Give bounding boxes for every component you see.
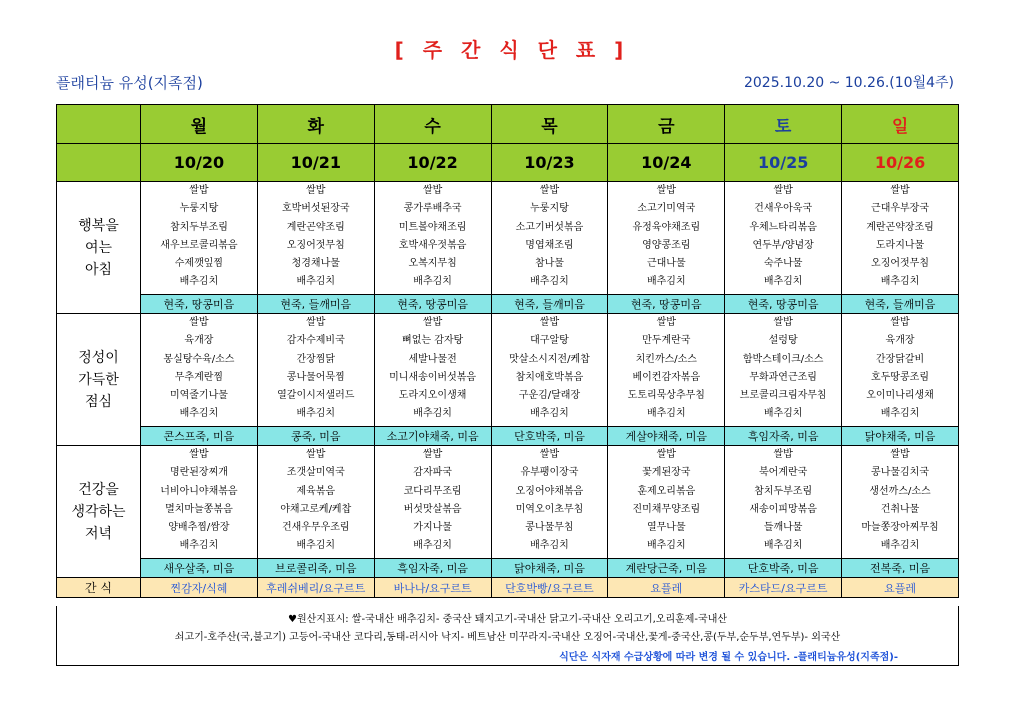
meal-label-line: 여는: [84, 239, 113, 256]
menu-item: 열갈이시저샐러드: [277, 390, 355, 402]
menu-item: 멸치마늘쫑볶음: [165, 503, 233, 515]
menu-item: 근대나물: [646, 258, 686, 270]
menu-item: 배추김치: [763, 540, 803, 552]
menu-item: 야채고로케/케찹: [280, 503, 352, 515]
menu-cell: [141, 182, 258, 295]
menu-cell: [374, 182, 491, 295]
menu-item: 건새우무우조림: [281, 522, 350, 534]
menu-item: 계란곤약장조림: [866, 221, 934, 233]
menu-item: 쌀밥: [890, 185, 910, 196]
porridge-cell: 전복죽, 미음: [842, 559, 959, 578]
meal-label: [57, 314, 141, 446]
menu-item: 간장닭갈비: [875, 353, 925, 365]
menu-item: 미니새송이버섯볶음: [389, 371, 477, 383]
menu-cell: [491, 314, 608, 427]
porridge-row: [57, 559, 959, 578]
porridge-cell: 게살야채죽, 미음: [608, 427, 725, 446]
snack-cell: 후레쉬베리/요구르트: [257, 578, 374, 598]
menu-cell: [374, 446, 491, 559]
menu-item: 쌀밥: [306, 185, 326, 196]
menu-item: 배추김치: [179, 540, 219, 552]
day-header-5: 토: [725, 105, 842, 144]
date-cell-1: 10/21: [257, 144, 374, 182]
menu-item: 가지나물: [413, 522, 452, 534]
origin-info-line-2: 쇠고기-호주산(국,불고기) 고등어-국내산 코다리,동태-러시아 낙지- 베트남산 미꾸라지-국내산 오징어-국내산,꽃게-중국산,콩(두부,순두부,연두부)- 외국산: [174, 632, 841, 643]
meal-row: [57, 446, 959, 559]
porridge-cell: 닭야채죽, 미음: [491, 559, 608, 578]
menu-footer: [56, 606, 959, 666]
menu-item: 쌀밥: [656, 449, 676, 460]
menu-item: 우체느타리볶음: [749, 221, 817, 233]
menu-item: 수제깻잎찜: [174, 258, 224, 270]
menu-item: 배추김치: [413, 276, 452, 288]
menu-item: 연두부/양념장: [752, 239, 814, 251]
menu-item: 배추김치: [179, 276, 219, 288]
day-header-0: 월: [141, 105, 258, 144]
menu-item: 숙주나물: [763, 258, 803, 270]
menu-item: 배추김치: [413, 540, 452, 552]
menu-item: 쌀밥: [306, 317, 326, 328]
menu-item: 콩나물어묵찜: [286, 371, 345, 383]
menu-item: 참치두부조림: [169, 221, 228, 233]
menu-item: 육개장: [885, 335, 915, 347]
menu-item: 구운김/달래장: [518, 390, 581, 402]
menu-item: 배추김치: [646, 540, 686, 552]
date-cell-5: 10/25: [725, 144, 842, 182]
menu-item: 오복지무침: [408, 258, 457, 270]
menu-item: 열무나물: [646, 522, 686, 534]
menu-item: 오징어젓무침: [286, 239, 345, 251]
menu-item: 소고기버섯볶음: [515, 221, 584, 233]
menu-item: 함박스테이크/소스: [742, 353, 824, 365]
day-header-6: 일: [842, 105, 959, 144]
porridge-cell: 단호박죽, 미음: [725, 559, 842, 578]
menu-cell: [374, 314, 491, 427]
menu-cell: [725, 314, 842, 427]
menu-item: 쌀밥: [773, 449, 793, 460]
meal-label: [57, 446, 141, 578]
day-header-row: [57, 105, 959, 144]
menu-item: 베이컨감자볶음: [632, 371, 701, 383]
snack-row: [57, 578, 959, 598]
menu-cell: [608, 314, 725, 427]
menu-item: 도라지나물: [875, 239, 925, 251]
menu-cell: [257, 182, 374, 295]
menu-item: 오징어젓무침: [871, 258, 930, 270]
menu-item: 버섯맛살볶음: [403, 503, 462, 515]
menu-item: 생선까스/소스: [869, 485, 931, 497]
menu-item: 명란된장찌개: [169, 467, 228, 479]
page-title: [ 주 간 식 단 표 ]: [394, 38, 630, 62]
menu-item: 새송이피망볶음: [749, 503, 817, 515]
porridge-cell: 현죽, 들깨미음: [842, 295, 959, 314]
menu-item: 배추김치: [646, 408, 686, 420]
meal-label: [57, 182, 141, 314]
porridge-cell: 흑임자죽, 미음: [374, 559, 491, 578]
menu-item: 쌀밥: [422, 317, 443, 328]
menu-item: 미트볼야채조림: [398, 221, 467, 233]
menu-item: 쌀밥: [306, 449, 326, 460]
menu-item: 건새우아욱국: [754, 203, 813, 215]
menu-item: 쌀밥: [189, 185, 209, 196]
porridge-cell: 콘스프죽, 미음: [141, 427, 258, 446]
meal-label-line: 아침: [84, 261, 113, 278]
porridge-cell: 현죽, 땅콩미음: [374, 295, 491, 314]
menu-item: 콩나물김치국: [871, 467, 930, 479]
menu-item: 쌀밥: [656, 317, 676, 328]
meal-label-line: 생각하는: [71, 503, 126, 520]
menu-item: 소고기미역국: [637, 203, 696, 215]
porridge-row: [57, 295, 959, 314]
porridge-cell: 콩죽, 미음: [257, 427, 374, 446]
menu-item: 조갯살미역국: [286, 467, 345, 479]
corner-cell: [57, 105, 141, 144]
porridge-cell: 단호박죽, 미음: [491, 427, 608, 446]
menu-item: 꽃게된장국: [642, 467, 691, 479]
snack-cell: 바나나/요구르트: [374, 578, 491, 598]
date-cell-2: 10/22: [374, 144, 491, 182]
menu-item: 배추김치: [179, 408, 219, 420]
menu-item: 쌀밥: [189, 317, 209, 328]
menu-cell: [842, 446, 959, 559]
menu-item: 쌀밥: [539, 317, 560, 328]
porridge-cell: 현죽, 땅콩미음: [725, 295, 842, 314]
menu-item: 배추김치: [880, 276, 920, 288]
day-header-4: 금: [608, 105, 725, 144]
porridge-cell: 현죽, 들깨미음: [491, 295, 608, 314]
menu-cell: [725, 182, 842, 295]
menu-cell: [141, 314, 258, 427]
menu-item: 진미채무양조림: [632, 503, 701, 515]
weekly-menu-table: [56, 104, 959, 598]
menu-cell: [842, 314, 959, 427]
meal-label-line: 정성이: [78, 349, 119, 366]
menu-item: 배추김치: [413, 408, 452, 420]
day-header-3: 목: [491, 105, 608, 144]
menu-item: 훈제오리볶음: [637, 485, 696, 497]
menu-item: 제육볶음: [296, 485, 336, 497]
porridge-cell: 현죽, 들깨미음: [257, 295, 374, 314]
menu-period: 2025.10.20 ~ 10.26.(10월4주): [743, 75, 954, 91]
menu-item: 쌀밥: [539, 449, 560, 460]
porridge-cell: 소고기야채죽, 미음: [374, 427, 491, 446]
menu-item: 치킨까스/소스: [635, 353, 697, 365]
menu-cell: [608, 446, 725, 559]
menu-item: 육개장: [184, 335, 214, 347]
menu-item: 배추김치: [530, 276, 569, 288]
date-cell-6: 10/26: [842, 144, 959, 182]
meal-label-line: 저녁: [84, 525, 113, 542]
porridge-cell: 흑임자죽, 미음: [725, 427, 842, 446]
day-header-1: 화: [257, 105, 374, 144]
menu-item: 무화과연근조림: [749, 371, 817, 383]
menu-item: 쌀밥: [656, 185, 676, 196]
date-cell-3: 10/23: [491, 144, 608, 182]
menu-cell: [257, 314, 374, 427]
menu-item: 배추김치: [880, 408, 920, 420]
snack-cell: 요플레: [608, 578, 725, 598]
menu-item: 뼈없는 감자탕: [402, 335, 464, 347]
porridge-cell: 현죽, 땅콩미음: [608, 295, 725, 314]
porridge-cell: 새우살죽, 미음: [141, 559, 258, 578]
menu-item: 도토리묵상추무침: [627, 390, 705, 402]
porridge-cell: 닭야채죽, 미음: [842, 427, 959, 446]
menu-item: 청경채나물: [291, 258, 340, 270]
menu-item: 명엽채조림: [525, 239, 574, 251]
menu-item: 간장찜닭: [296, 353, 336, 365]
menu-item: 콩가루배추국: [403, 203, 462, 215]
menu-item: 너비아니야채볶음: [160, 485, 238, 497]
menu-item: 참치두부조림: [754, 485, 813, 497]
menu-item: 들깨나물: [763, 522, 803, 534]
meal-label-line: 점심: [84, 393, 113, 410]
snack-label: 간 식: [57, 578, 141, 598]
porridge-cell: 계란당근죽, 미음: [608, 559, 725, 578]
snack-cell: 찐감자/식혜: [141, 578, 258, 598]
menu-item: 코다리무조림: [403, 485, 462, 497]
menu-item: 브로콜리크림자무침: [739, 390, 827, 402]
menu-item: 배추김치: [763, 276, 803, 288]
menu-item: 쌀밥: [890, 317, 910, 328]
menu-item: 계란곤약조림: [286, 221, 345, 233]
menu-item: 무추계란찜: [174, 371, 224, 383]
menu-item: 쌀밥: [890, 449, 910, 460]
menu-item: 오이미나리생채: [866, 390, 934, 402]
menu-item: 쌀밥: [539, 185, 560, 196]
menu-cell: [842, 182, 959, 295]
corner-cell: [57, 144, 141, 182]
menu-item: 배추김치: [646, 276, 686, 288]
date-row: [57, 144, 959, 182]
menu-item: 미역줄기나물: [169, 390, 228, 402]
snack-cell: 카스타드/요구르트: [725, 578, 842, 598]
date-cell-4: 10/24: [608, 144, 725, 182]
menu-item: 배추김치: [530, 408, 569, 420]
menu-cell: [491, 446, 608, 559]
day-header-2: 수: [374, 105, 491, 144]
menu-item: 북어계란국: [758, 467, 808, 479]
menu-item: 호박버섯된장국: [281, 203, 350, 215]
menu-item: 호두땅콩조림: [871, 371, 930, 383]
change-notice: 식단은 식자재 수급상황에 따라 변경 될 수 있습니다. -플래티늄유성(지족점)-: [559, 652, 898, 663]
menu-item: 배추김치: [880, 540, 920, 552]
menu-item: 콩나물무침: [525, 522, 574, 534]
menu-cell: [257, 446, 374, 559]
menu-item: 대구알탕: [530, 335, 569, 347]
menu-item: 감자수제비국: [286, 335, 345, 347]
menu-item: 감자파국: [413, 467, 452, 479]
menu-item: 배추김치: [296, 540, 336, 552]
menu-item: 근대우부장국: [871, 203, 930, 215]
porridge-cell: 현죽, 땅콩미음: [141, 295, 258, 314]
menu-item: 미역오이초무침: [515, 503, 584, 515]
menu-item: 유부팽이장국: [520, 467, 579, 479]
menu-item: 배추김치: [296, 408, 336, 420]
menu-item: 배추김치: [530, 540, 569, 552]
menu-item: 배추김치: [296, 276, 336, 288]
origin-info-line-1: ♥원산지표시: 쌀-국내산 배추김치- 중국산 돼지고기-국내산 닭고기-국내산 오리고기,오리훈제-국내산: [287, 614, 728, 625]
meal-row: [57, 314, 959, 427]
menu-item: 쌀밥: [773, 185, 793, 196]
menu-item: 누룽지탕: [530, 203, 569, 215]
menu-item: 건취나물: [880, 503, 920, 515]
meal-label-line: 가득한: [78, 371, 119, 388]
menu-item: 쌀밥: [773, 317, 793, 328]
menu-item: 유정육야채조림: [632, 221, 701, 233]
menu-item: 호박새우젓볶음: [398, 239, 467, 251]
location-name: 플래티늄 유성(지족점): [56, 74, 203, 92]
porridge-cell: 브로콜리죽, 미음: [257, 559, 374, 578]
menu-item: 도라지오이생채: [398, 390, 467, 402]
date-cell-0: 10/20: [141, 144, 258, 182]
menu-item: 참치애호박볶음: [515, 371, 584, 383]
meal-label-line: 행복을: [78, 217, 119, 234]
menu-item: 누룽지탕: [179, 203, 219, 215]
snack-cell: 요플레: [842, 578, 959, 598]
menu-item: 배추김치: [763, 408, 803, 420]
menu-item: 쌀밥: [422, 449, 443, 460]
menu-item: 쌀밥: [422, 185, 443, 196]
menu-cell: [725, 446, 842, 559]
menu-cell: [608, 182, 725, 295]
menu-item: 쌀밥: [189, 449, 209, 460]
menu-item: 만두계란국: [642, 335, 691, 347]
menu-cell: [141, 446, 258, 559]
meal-label-line: 건강을: [78, 481, 119, 498]
meal-row: [57, 182, 959, 295]
menu-item: 세발나물전: [408, 353, 457, 365]
menu-item: 영양콩조림: [642, 239, 691, 251]
menu-item: 맛살소시지전/케찹: [509, 353, 590, 365]
menu-cell: [491, 182, 608, 295]
menu-item: 몽실탕수육/소스: [163, 353, 235, 365]
menu-item: 참나물: [534, 258, 564, 270]
menu-item: 양배추찜/쌈장: [168, 522, 230, 534]
snack-cell: 단호박빵/요구르트: [491, 578, 608, 598]
menu-item: 새우브로콜리볶음: [160, 239, 238, 251]
menu-item: 설렁탕: [768, 335, 798, 347]
menu-item: 오징어야채볶음: [515, 485, 584, 497]
porridge-row: [57, 427, 959, 446]
menu-item: 마늘쫑장아찌무침: [861, 522, 939, 534]
